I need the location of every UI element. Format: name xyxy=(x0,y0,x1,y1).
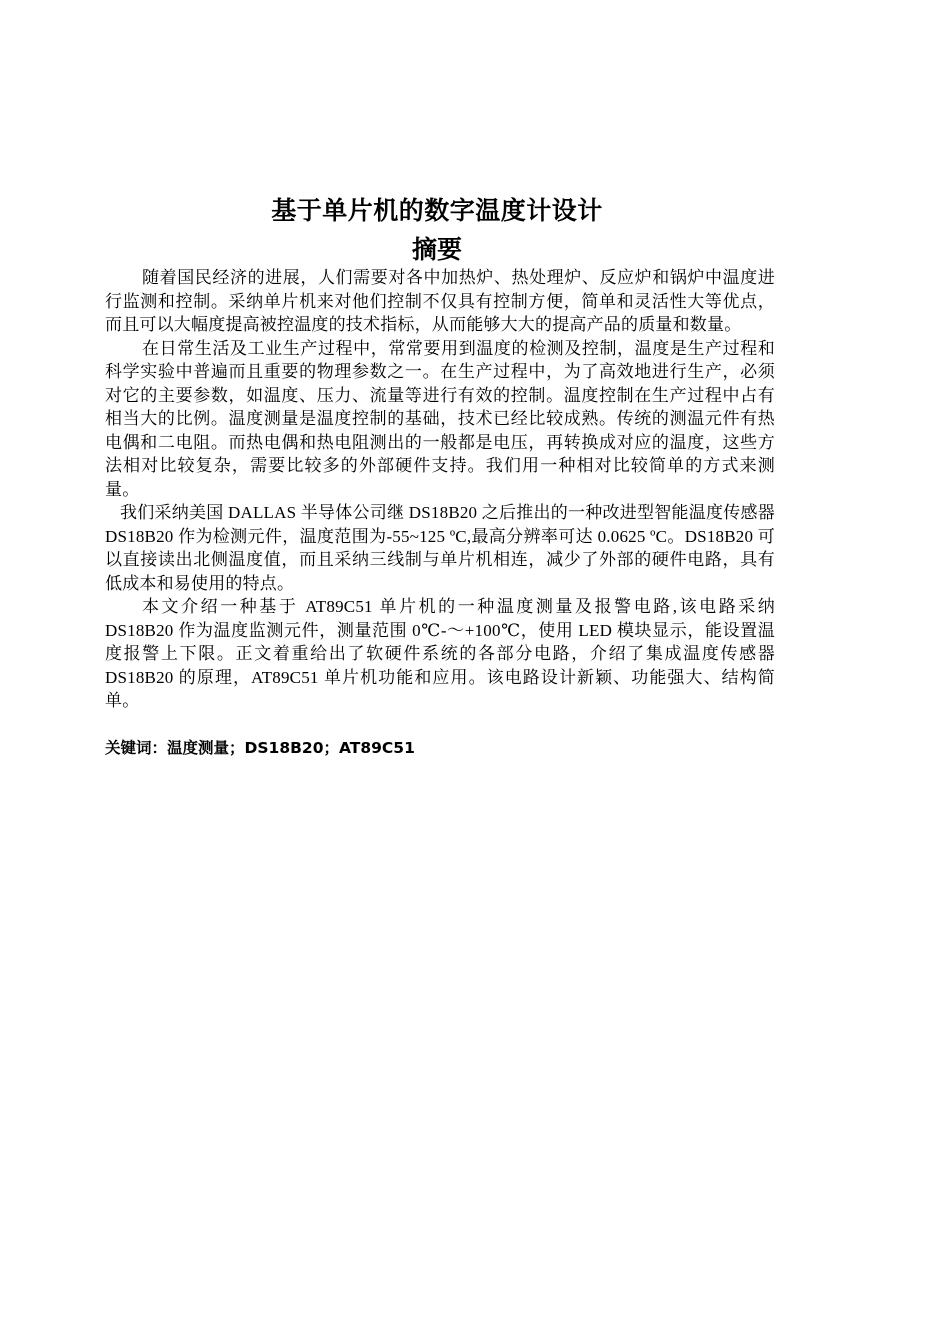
abstract-heading: 摘要 xyxy=(411,235,462,264)
abstract-paragraph-1: 随着国民经济的进展，人们需要对各中加热炉、热处理炉、反应炉和锅炉中温度进行监测和控制。采纳单片机来对他们控制不仅具有控制方便，简单和灵活性大等优点，而且可以大幅度提高被控温度的技术指标，从而能够大大的提高产品的质量和数量。 xyxy=(105,268,775,334)
document-title: 基于单片机的数字温度计设计 xyxy=(271,196,603,225)
abstract-paragraph-2: 在日常生活及工业生产过程中，常常要用到温度的检测及控制，温度是生产过程和科学实验中普遍而且重要的物理参数之一。在生产过程中，为了高效地进行生产，必须对它的主要参数，如温度、压力、流量等进行有效的控制。温度控制在生产过程中占有相当大的比例。温度测量是温度控制的基础，技术已经比较成熟。传统的测温元件有热电偶和二电阻。而热电偶和热电阻测出的一般都是电压，再转换成对应的温度，这些方法相对比较复杂，需要比较多的外部硬件支持。我们用一种相对比较简单的方式来测量。 xyxy=(105,338,775,499)
abstract-body xyxy=(105,266,775,713)
abstract-paragraph-3: 我们采纳美国 DALLAS 半导体公司继 DS18B20 之后推出的一种改进型智能温度传感器 DS18B20 作为检测元件，温度范围为-55~125 ºC,最高分辨率可达 0.0625 ºC。DS18B20 可以直接读出北侧温度值，而且采纳三线制与单片机相连，减少了外部的硬件电路，具有低成本和易使用的特点。 xyxy=(105,503,775,593)
keywords-line: 关键词：温度测量；DS18B20；AT89C51 xyxy=(105,739,415,757)
abstract-paragraph-4: 本文介绍一种基于 AT89C51 单片机的一种温度测量及报警电路,该电路采纳 DS18B20 作为温度监测元件，测量范围 0℃-～+100℃，使用 LED 模块显示，能设置温度报警上下限。正文着重给出了软硬件系统的各部分电路，介绍了集成温度传感器 DS18B20 的原理，AT89C51 单片机功能和应用。该电路设计新颖、功能强大、结构简单。 xyxy=(105,597,775,710)
